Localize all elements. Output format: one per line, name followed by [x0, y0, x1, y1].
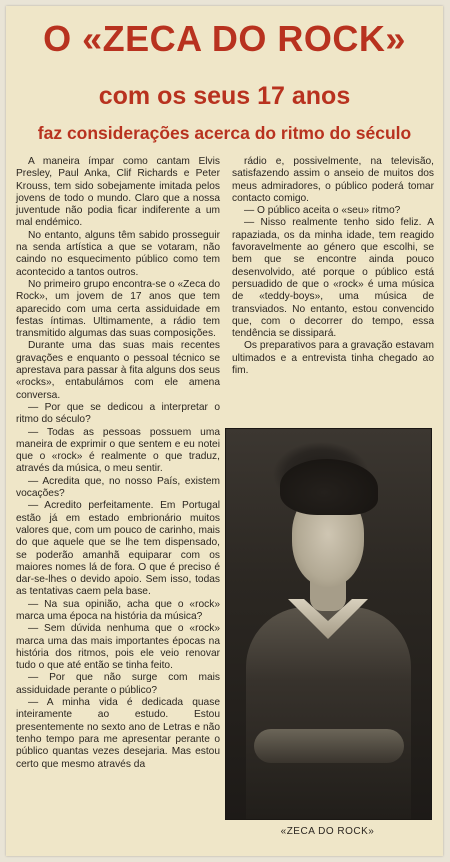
article-tagline: faz considerações acerca do ritmo do século: [37, 123, 412, 143]
portrait-photo: [225, 428, 432, 820]
right-column: [232, 156, 434, 377]
photo-shirt: [246, 607, 411, 819]
article-title: O «ZECA DO ROCK»: [43, 18, 406, 59]
paragraph: — Sem dúvida nenhuma que o «rock» marca uma das mais importantes épocas na história dos ritmos, pois ele veio renovar tudo o que até então se tinha feito.: [16, 623, 220, 672]
paragraph: rádio e, possivelmente, na televisão, satisfazendo assim o anseio de muitos dos meus admiradores, o público poderá tomar contacto comigo.: [232, 156, 434, 204]
photo-hair: [280, 459, 378, 515]
article-subtitle: com os seus 17 anos: [98, 82, 351, 110]
paragraph: No entanto, alguns têm sabido prosseguir na senda artística a que se votaram, não caindo no esquecimento público como tem acontecido a tantos outros.: [16, 229, 220, 278]
paragraph: — A minha vida é dedicada quase inteiramente ao estudo. Estou presentemente no sexto ano de Letras e não tenho tempo para me apresentar perante o público quantas vezes desejaria. Mas estou certo que mesmo através da: [16, 697, 220, 770]
paragraph: No primeiro grupo encontra-se o «Zeca do Rock», um jovem de 17 anos que tem aparecido com uma certa assiduidade em festas íntimas. Ultimamente, a rádio tem transmitido algumas das suas composições.: [16, 278, 220, 340]
paragraph: Durante uma das suas mais recentes gravações e enquanto o pessoal técnico se aprestava para passar à fita alguns dos seus «rocks», entabulámos com ele amena conversa.: [16, 340, 220, 401]
paragraph: — Por que se dedicou a interpretar o ritmo do século?: [16, 401, 220, 426]
photo-arms: [254, 729, 404, 763]
paragraph: Os preparativos para a gravação estavam ultimados e a entrevista tinha chegado ao fim.: [232, 340, 434, 377]
paragraph: — Todas as pessoas possuem uma maneira de exprimir o que sentem e eu notei que o «rock» é realmente o que traduz, através da música, o meu sentir.: [16, 426, 220, 475]
paragraph: — Nisso realmente tenho sido feliz. A rapaziada, os da minha idade, tem reagido favoravelmente ao género que escolhi, se bem que se encontre ainda pouco desenvolvido, até porque o público está persuadido de que o «rock» é uma música de «teddy-boys», uma música de transviados. No entanto, estou convencido que, com o decorrer do tempo, essa tendência se dissipará.: [232, 217, 434, 340]
paragraph: — Acredito perfeitamente. Em Portugal estão já em estado embrionário muitos valores que, com um pouco de carinho, mais do que aquele que se lhe tem dispensado, se poderão amanhã equiparar com os maiores nomes lá de fora. O que é preciso é dar-se-lhes o devido apoio. Sem isso, todas as tentativas caem pela base.: [16, 500, 220, 598]
paragraph: A maneira ímpar como cantam Elvis Presley, Paul Anka, Clif Richards e Peter Krouss, tem sido sobejamente imitada pelos jovens de todo o mundo. Claro que a nossa juventude não podia ficar indiferente a um mal endémico.: [16, 156, 220, 229]
paragraph: — O público aceita o «seu» ritmo?: [244, 205, 401, 217]
paragraph: — Por que não surge com mais assiduidade perante o público?: [16, 672, 220, 696]
photo-caption: «ZECA DO ROCK»: [280, 826, 375, 837]
left-column: [16, 156, 220, 771]
paragraph: — Acredita que, no nosso País, existem vocações?: [16, 475, 220, 500]
paragraph: — Na sua opinião, acha que o «rock» marca uma época na história da música?: [16, 598, 220, 622]
